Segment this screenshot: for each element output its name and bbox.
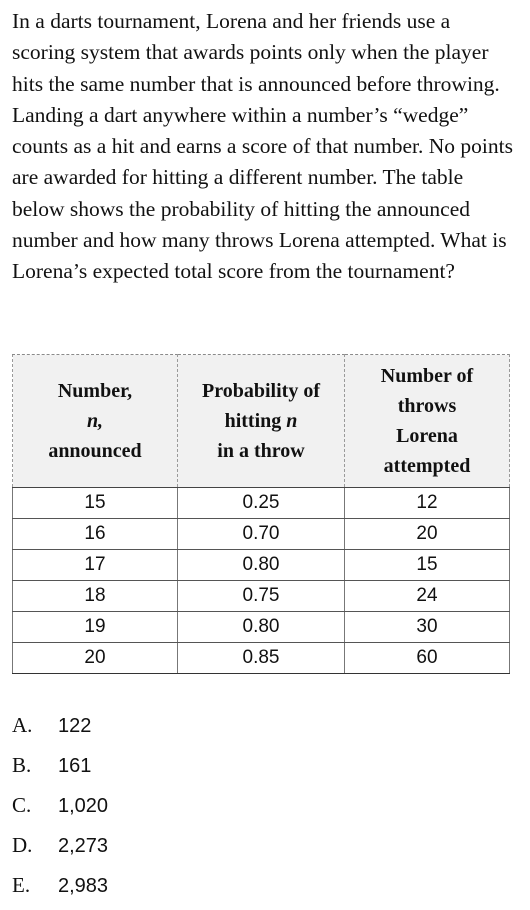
header-throws-attempted <box>345 355 510 488</box>
cell-throws: 60 <box>345 643 510 674</box>
header-probability <box>178 355 345 488</box>
header-line <box>178 406 344 436</box>
table-header-row <box>13 355 510 488</box>
cell-probability: 0.70 <box>178 519 345 550</box>
header-variable: n <box>286 410 298 432</box>
header-line: Number of <box>380 365 474 387</box>
answer-option-d[interactable] <box>12 825 108 865</box>
table-row <box>13 612 510 643</box>
header-line: announced <box>48 440 142 462</box>
cell-throws: 12 <box>345 488 510 519</box>
header-text: hitting <box>224 410 287 432</box>
option-label: A. <box>12 713 33 737</box>
option-value: 161 <box>58 755 92 777</box>
answer-option-e[interactable] <box>12 865 108 905</box>
option-label: B. <box>12 753 32 777</box>
header-line: attempted <box>383 455 471 477</box>
cell-number: 20 <box>13 643 178 674</box>
option-label: E. <box>12 873 31 897</box>
table-row <box>13 519 510 550</box>
table-row <box>13 581 510 612</box>
cell-number: 17 <box>13 550 178 581</box>
cell-throws: 20 <box>345 519 510 550</box>
option-label: D. <box>12 833 33 857</box>
table-row <box>13 488 510 519</box>
cell-number: 15 <box>13 488 178 519</box>
probability-table <box>12 354 510 674</box>
answer-options <box>12 705 108 905</box>
answer-option-b[interactable] <box>12 745 108 785</box>
table-row <box>13 550 510 581</box>
cell-probability: 0.25 <box>178 488 345 519</box>
cell-number: 19 <box>13 612 178 643</box>
header-line: Probability of <box>202 380 320 402</box>
table-row <box>13 643 510 674</box>
cell-throws: 30 <box>345 612 510 643</box>
question-text: In a darts tournament, Lorena and her friends use a scoring system that awards points only when the player hits the same number that is announced before throwing. Landing a dart anywhere within a number’s “wedge” counts as a hit and earns a score of that number. No points are awarded for hitting a different number. The table below shows the probability of hitting the announced number and how many throws Lorena attempted. What is Lorena’s expected total score from the tournament? <box>12 9 513 284</box>
cell-probability: 0.75 <box>178 581 345 612</box>
header-line: in a throw <box>217 440 305 462</box>
option-value: 2,983 <box>58 875 109 897</box>
option-value: 1,020 <box>58 795 109 817</box>
cell-probability: 0.85 <box>178 643 345 674</box>
header-line: throws <box>397 395 457 417</box>
option-value: 122 <box>58 715 92 737</box>
cell-probability: 0.80 <box>178 612 345 643</box>
option-value: 2,273 <box>58 835 109 857</box>
answer-option-a[interactable] <box>12 705 108 745</box>
cell-throws: 15 <box>345 550 510 581</box>
header-number-announced <box>13 355 178 488</box>
header-line: Number, <box>57 380 133 402</box>
header-line: Lorena <box>396 425 458 447</box>
option-label: C. <box>12 793 32 817</box>
header-line: n, <box>86 410 104 432</box>
cell-throws: 24 <box>345 581 510 612</box>
cell-probability: 0.80 <box>178 550 345 581</box>
cell-number: 16 <box>13 519 178 550</box>
cell-number: 18 <box>13 581 178 612</box>
answer-option-c[interactable] <box>12 785 108 825</box>
